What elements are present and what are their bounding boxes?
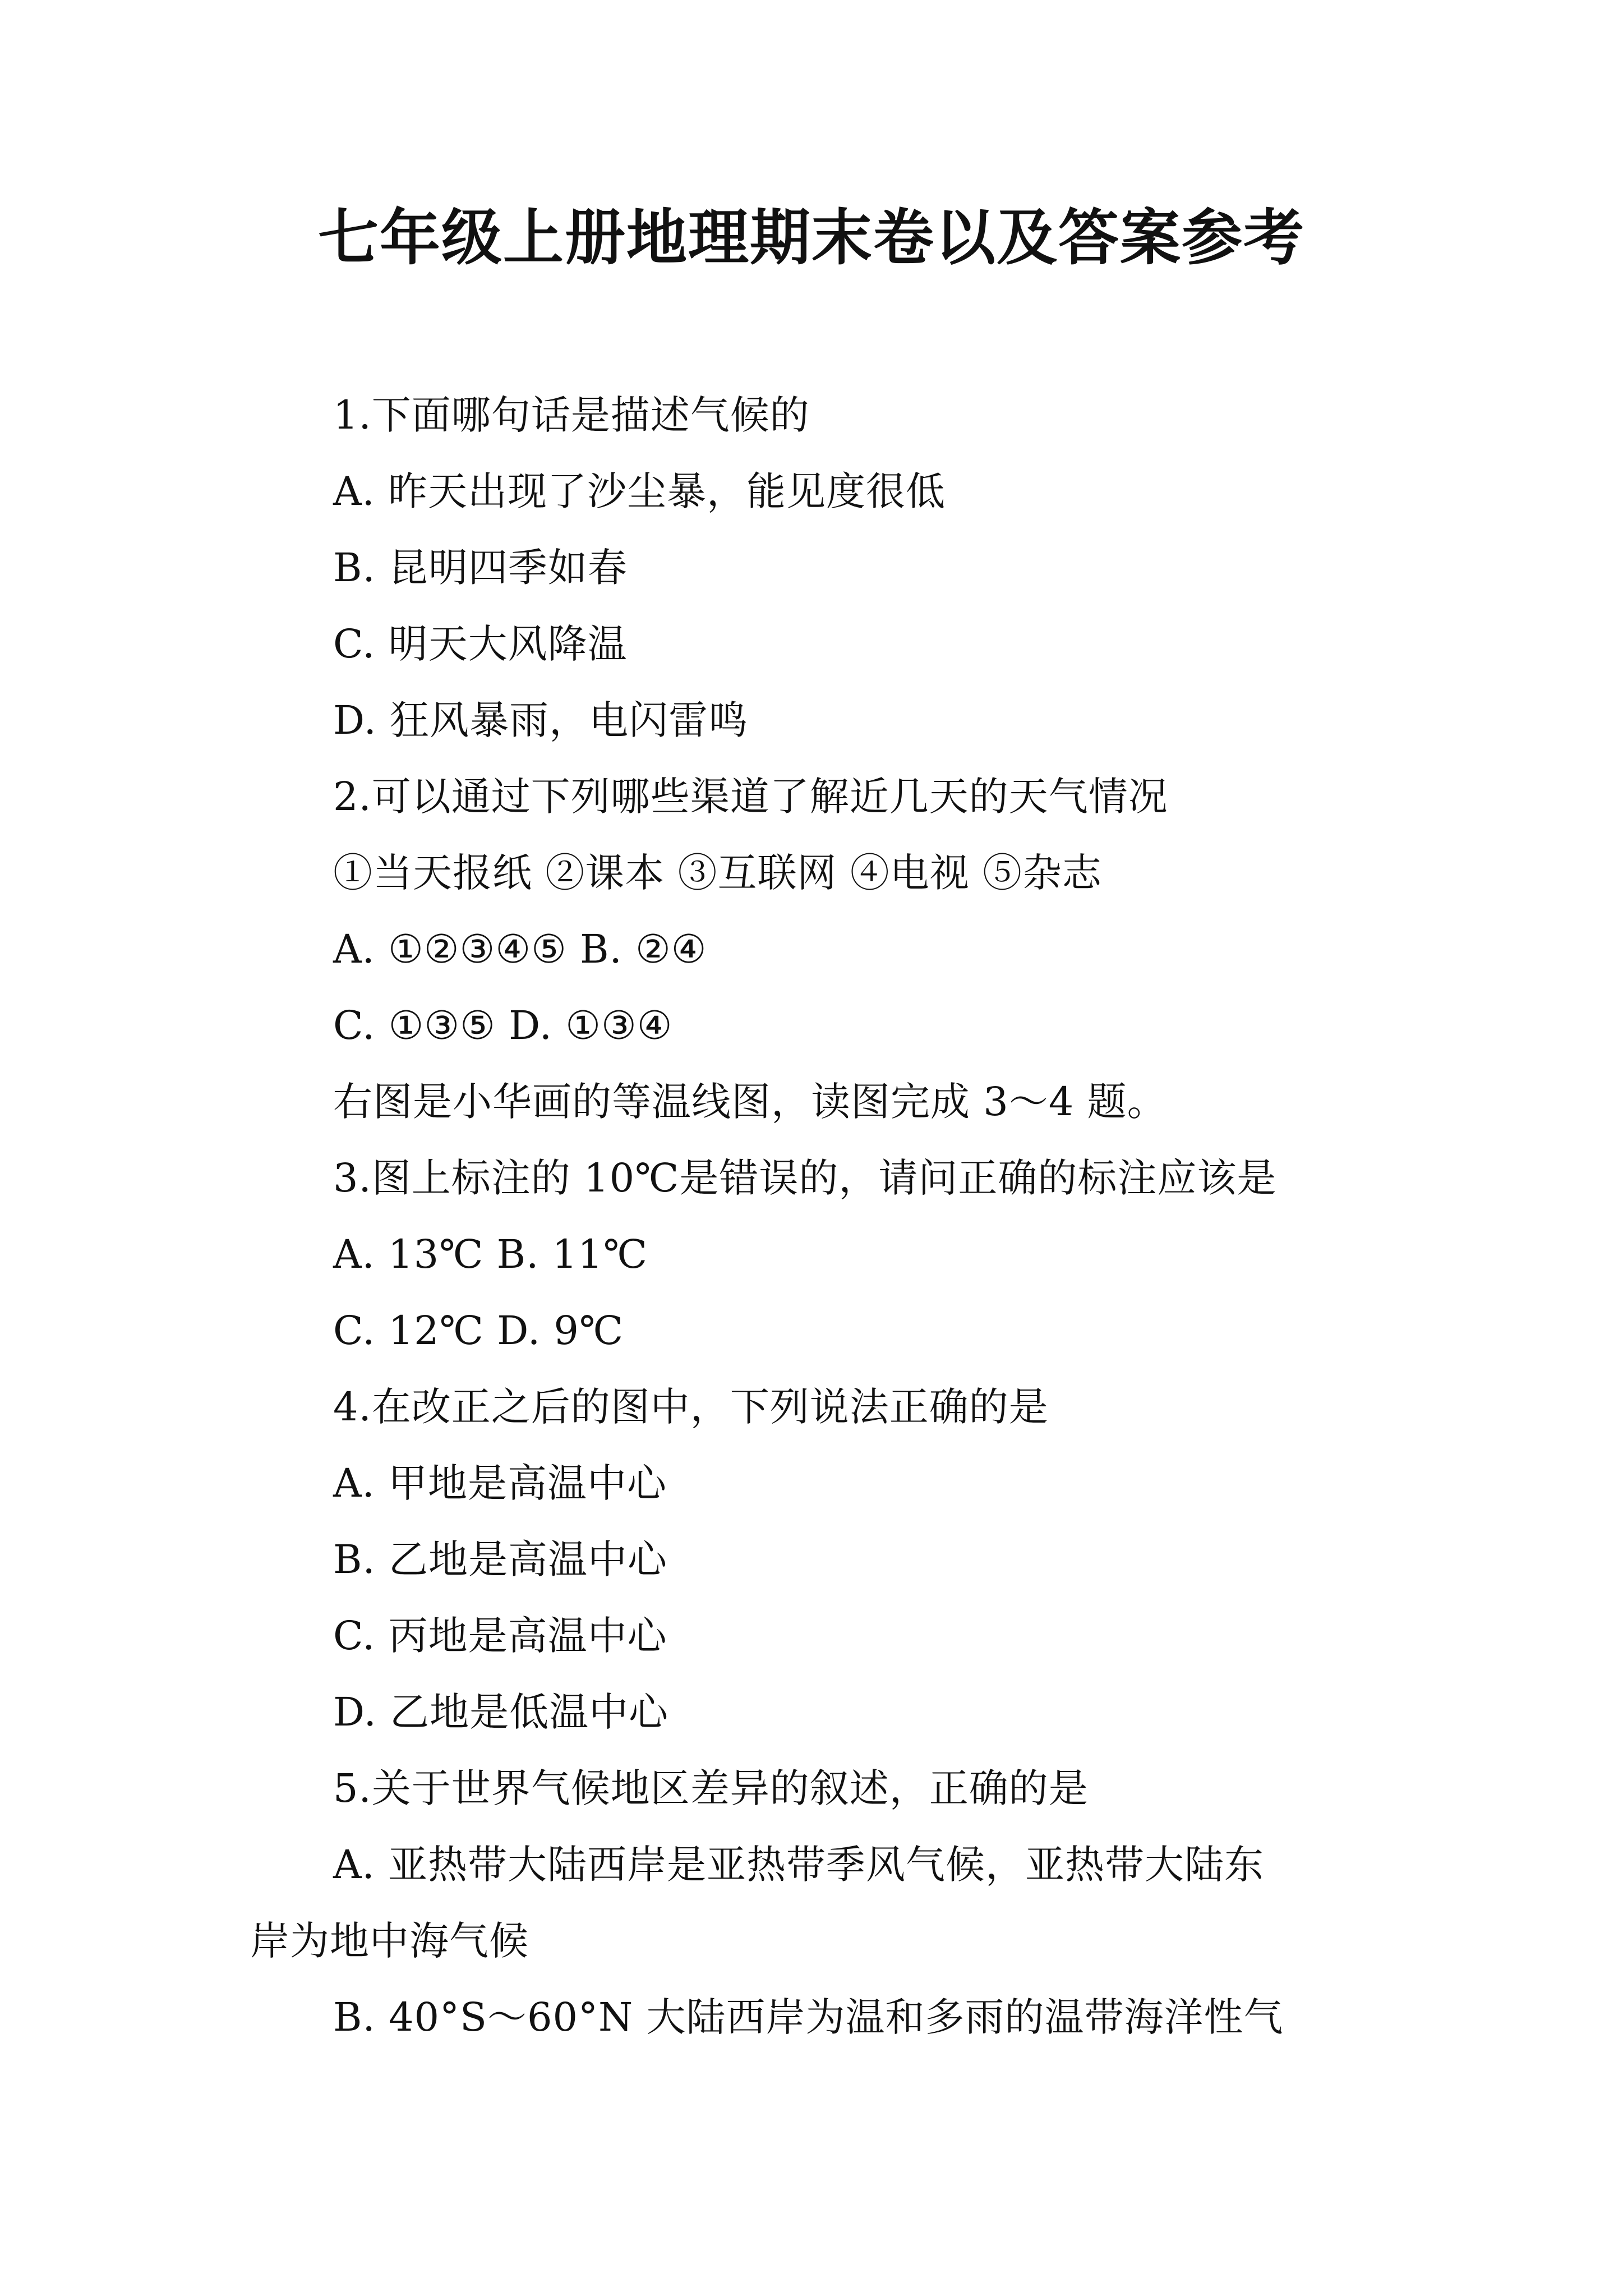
question-2-items: ①当天报纸 ②课本 ③互联网 ④电视 ⑤杂志 <box>333 850 1103 896</box>
question-1-option-d: D. 狂风暴雨，电闪雷鸣 <box>333 697 749 743</box>
question-4-option-a: A. 甲地是高温中心 <box>333 1460 667 1506</box>
question-4-option-b: B. 乙地是高温中心 <box>333 1536 667 1582</box>
question-5-stem: 5.关于世界气候地区差异的叙述，正确的是 <box>333 1765 1089 1811</box>
question-4-stem: 4.在改正之后的图中，下列说法正确的是 <box>333 1384 1049 1430</box>
question-5-option-a: A. 亚热带大陆西岸是亚热带季风气候，亚热带大陆东 <box>333 1842 1265 1888</box>
question-4-option-d: D. 乙地是低温中心 <box>333 1689 669 1735</box>
question-2-options-cd: C. ①③⑤ D. ①③④ <box>333 1002 673 1048</box>
figure-instruction: 右图是小华画的等温线图，读图完成 3～4 题。 <box>333 1079 1167 1125</box>
question-1-option-b: B. 昆明四季如春 <box>333 545 628 591</box>
question-5-option-b: B. 40°S～60°N 大陆西岸为温和多雨的温带海洋性气 <box>333 1994 1284 2040</box>
document-title: 七年级上册地理期末卷以及答案参考 <box>317 203 1305 273</box>
question-2-stem: 2.可以通过下列哪些渠道了解近几天的天气情况 <box>333 774 1168 820</box>
question-5-option-a-continued: 岸为地中海气候 <box>250 1918 529 1964</box>
question-4-option-c: C. 丙地是高温中心 <box>333 1613 667 1659</box>
question-2-options-ab: A. ①②③④⑤ B. ②④ <box>333 926 707 972</box>
question-1-stem: 1.下面哪句话是描述气候的 <box>333 392 810 438</box>
question-1-option-a: A. 昨天出现了沙尘暴，能见度很低 <box>333 468 946 514</box>
question-1-option-c: C. 明天大风降温 <box>333 621 628 667</box>
question-3-options-ab: A. 13℃ B. 11℃ <box>333 1231 648 1277</box>
question-3-options-cd: C. 12℃ D. 9℃ <box>333 1308 624 1354</box>
question-3-stem: 3.图上标注的 10℃是错误的，请问正确的标注应该是 <box>333 1155 1277 1201</box>
